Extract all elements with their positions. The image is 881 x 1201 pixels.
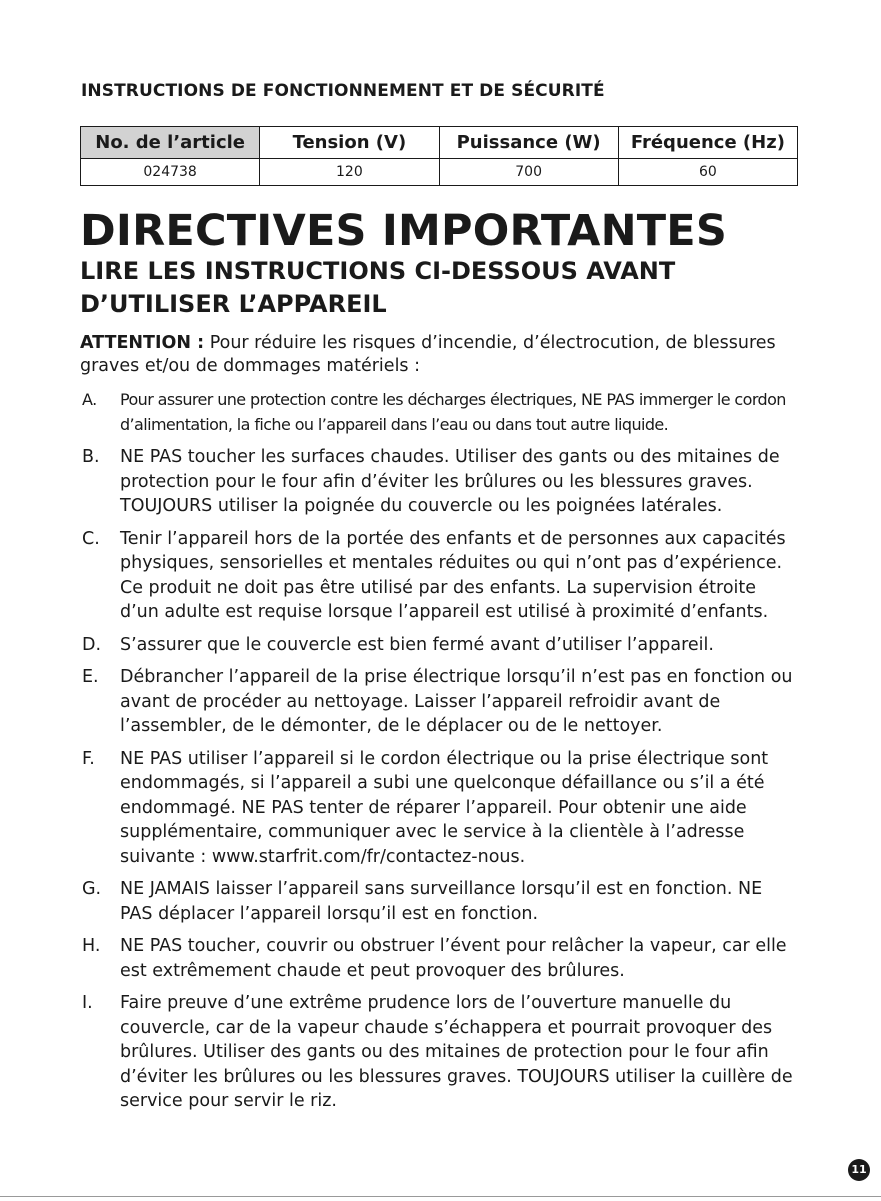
list-item-letter: F. [82,748,95,769]
specs-header-power: Puissance (W) [439,127,618,159]
list-item-text: NE JAMAIS laisser l’appareil sans surveillance lorsqu’il est en fonction. NE PAS déplacer l’appareil lorsqu’il est en fonction. [120,879,763,924]
list-item-text: Débrancher l’appareil de la prise électrique lorsqu’il n’est pas en fonction ou avant de procéder au nettoyage. Laisser l’appareil refroidir avant de l’assembler, de le démonter, de le déplacer ou de le nettoyer. [120,667,793,736]
list-item-letter: I. [82,993,93,1013]
list-item-text: S’assurer que le couvercle est bien fermé avant d’utiliser l’appareil. [120,634,714,655]
list-item-letter: A. [82,390,97,409]
specs-header-voltage: Tension (V) [260,127,439,159]
specs-table [80,126,798,186]
specs-header-frequency: Fréquence (Hz) [618,127,797,159]
list-item [80,388,800,437]
specs-value-article: 024738 [81,159,260,186]
directives-list [80,388,800,1122]
list-item-letter: E. [82,667,99,687]
list-item-text: Tenir l’appareil hors de la portée des enfants et de personnes aux capacités physiques, sensorielles et mentales réduites ou qui n’ont pas d’expérience. Ce produit ne doit pas être utilisé par des enfants. La supervision étroite d’un adulte est requise lorsque l’appareil est utilisé à proximité d’enfants. [120,528,786,622]
list-item [80,445,800,519]
list-item [80,747,800,870]
section-heading: INSTRUCTIONS DE FONCTIONNEMENT ET DE SÉCURITÉ [81,81,605,101]
list-item-text: Pour assurer une protection contre les décharges électriques, NE PAS immerger le cordon d’alimentation, la fiche ou l’appareil dans l’eau ou dans tout autre liquide. [120,390,786,434]
list-item-letter: D. [82,634,102,655]
list-item-letter: G. [82,879,102,899]
list-item [80,633,800,658]
list-item-text: NE PAS toucher les surfaces chaudes. Utiliser des gants ou des mitaines de protection pour le four afin d’éviter les brûlures ou les blessures graves. TOUJOURS utiliser la poignée du couvercle ou les poignées latérales. [120,447,780,516]
specs-value-power: 700 [439,159,618,186]
list-item [80,877,800,926]
specs-value-frequency: 60 [618,159,797,186]
list-item [80,934,800,983]
list-item-text: NE PAS utiliser l’appareil si le cordon électrique ou la prise électrique sont endommagés, si l’appareil a subi une quelconque défaillance ou s’il a été endommagé. NE PAS tenter de réparer l’appareil. Pour obtenir une aide supplémentaire, communiquer avec le service à la clientèle à l’adresse suivante : www.starfrit.com/fr/contactez-nous. [120,748,769,867]
specs-value-voltage: 120 [260,159,439,186]
list-item [80,665,800,739]
page-subtitle: LIRE LES INSTRUCTIONS CI-DESSOUS AVANT D’UTILISER L’APPAREIL [80,257,676,318]
list-item-text: Faire preuve d’une extrême prudence lors de l’ouverture manuelle du couvercle, car de la vapeur chaude s’échappera et pourrait provoquer des brûlures. Utiliser des gants ou des mitaines de protection pour le four afin d’éviter les brûlures ou les blessures graves. TOUJOURS utiliser la cuillère de service pour servir le riz. [120,993,793,1111]
list-item-letter: H. [82,936,101,956]
attention-label: ATTENTION : [80,333,205,353]
page-number-badge: 11 [848,1159,870,1181]
specs-header-article: No. de l’article [81,127,260,159]
list-item [80,527,800,625]
attention-paragraph [80,332,800,378]
list-item-letter: B. [82,447,100,467]
list-item-text: NE PAS toucher, couvrir ou obstruer l’évent pour relâcher la vapeur, car elle est extrêmement chaude et peut provoquer des brûlures. [120,936,787,981]
attention-text: Pour réduire les risques d’incendie, d’électrocution, de blessures graves et/ou de dommages matériels : [80,333,776,376]
list-item [80,991,800,1114]
specs-header-row [81,127,798,159]
bottom-divider [0,1196,881,1197]
specs-value-row [81,159,798,186]
list-item-letter: C. [82,528,100,549]
page-title: DIRECTIVES IMPORTANTES [80,206,728,256]
